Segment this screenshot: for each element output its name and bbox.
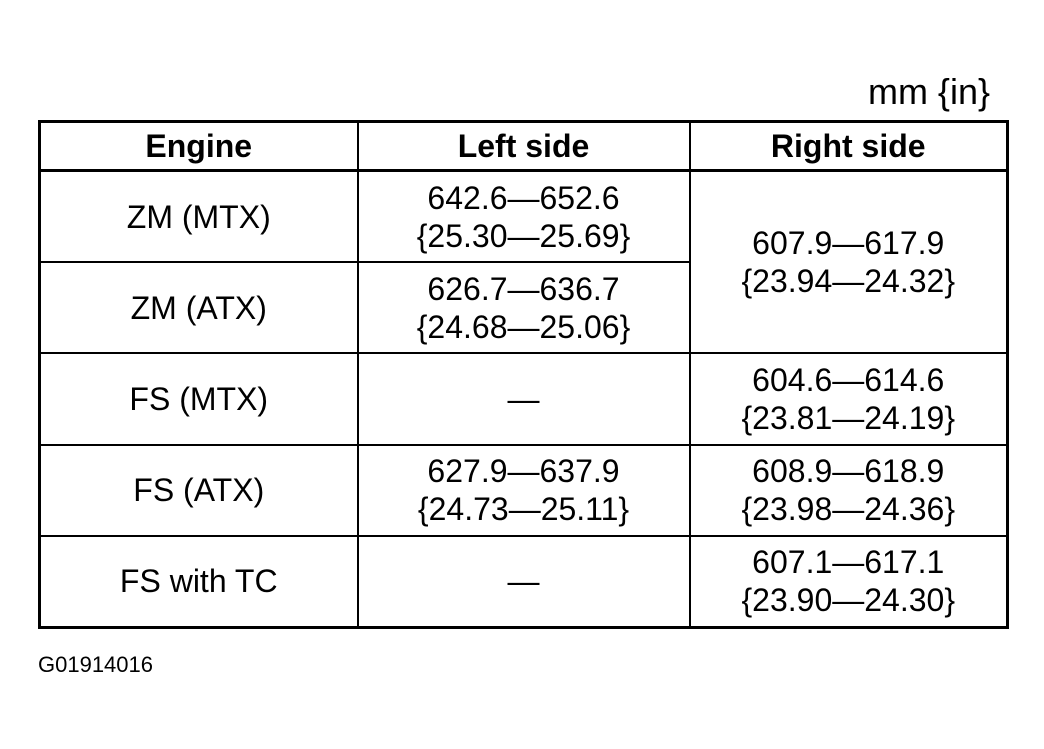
- right-side-cell: [690, 445, 1008, 536]
- left-side-cell: [358, 171, 690, 263]
- left-in-value: {24.68—25.06}: [416, 308, 631, 345]
- left-mm-value: 642.6—652.6: [427, 179, 620, 216]
- right-mm-value: 607.1—617.1: [752, 544, 945, 581]
- header-engine: Engine: [40, 122, 358, 171]
- right-side-cell: [690, 353, 1008, 444]
- left-mm-value: 627.9—637.9: [427, 453, 620, 490]
- right-in-value: {23.81—24.19}: [741, 399, 956, 436]
- not-applicable-dash: —: [507, 380, 540, 417]
- table-row: [40, 445, 1008, 536]
- right-mm-value: 607.9—617.9: [752, 225, 945, 262]
- right-in-value: {23.94—24.32}: [741, 263, 956, 300]
- table-row: [40, 353, 1008, 444]
- engine-cell: FS (MTX): [40, 353, 358, 444]
- left-side-cell: [358, 445, 690, 536]
- left-side-cell: [358, 353, 690, 444]
- right-in-value: {23.90—24.30}: [741, 582, 956, 619]
- engine-cell: ZM (ATX): [40, 262, 358, 353]
- left-side-cell: [358, 262, 690, 353]
- engine-cell: FS with TC: [40, 536, 358, 628]
- header-right-side: Right side: [690, 122, 1008, 171]
- header-row: [40, 122, 1008, 171]
- right-mm-value: 604.6—614.6: [752, 361, 945, 398]
- figure-id: G01914016: [38, 652, 153, 677]
- left-in-value: {25.30—25.69}: [416, 217, 631, 254]
- left-side-cell: [358, 536, 690, 628]
- right-side-cell: [690, 536, 1008, 628]
- header-left-side: Left side: [358, 122, 690, 171]
- right-side-shared-cell: [690, 171, 1008, 354]
- right-in-value: {23.98—24.36}: [741, 491, 956, 528]
- not-applicable-dash: —: [507, 563, 540, 600]
- spec-table: [38, 120, 1009, 629]
- right-mm-value: 608.9—618.9: [752, 453, 945, 490]
- left-in-value: {24.73—25.11}: [417, 491, 630, 528]
- engine-cell: ZM (MTX): [40, 171, 358, 263]
- table-row: [40, 536, 1008, 628]
- left-mm-value: 626.7—636.7: [427, 270, 620, 307]
- unit-label: mm {in}: [867, 71, 990, 112]
- table-row: [40, 171, 1008, 263]
- engine-cell: FS (ATX): [40, 445, 358, 536]
